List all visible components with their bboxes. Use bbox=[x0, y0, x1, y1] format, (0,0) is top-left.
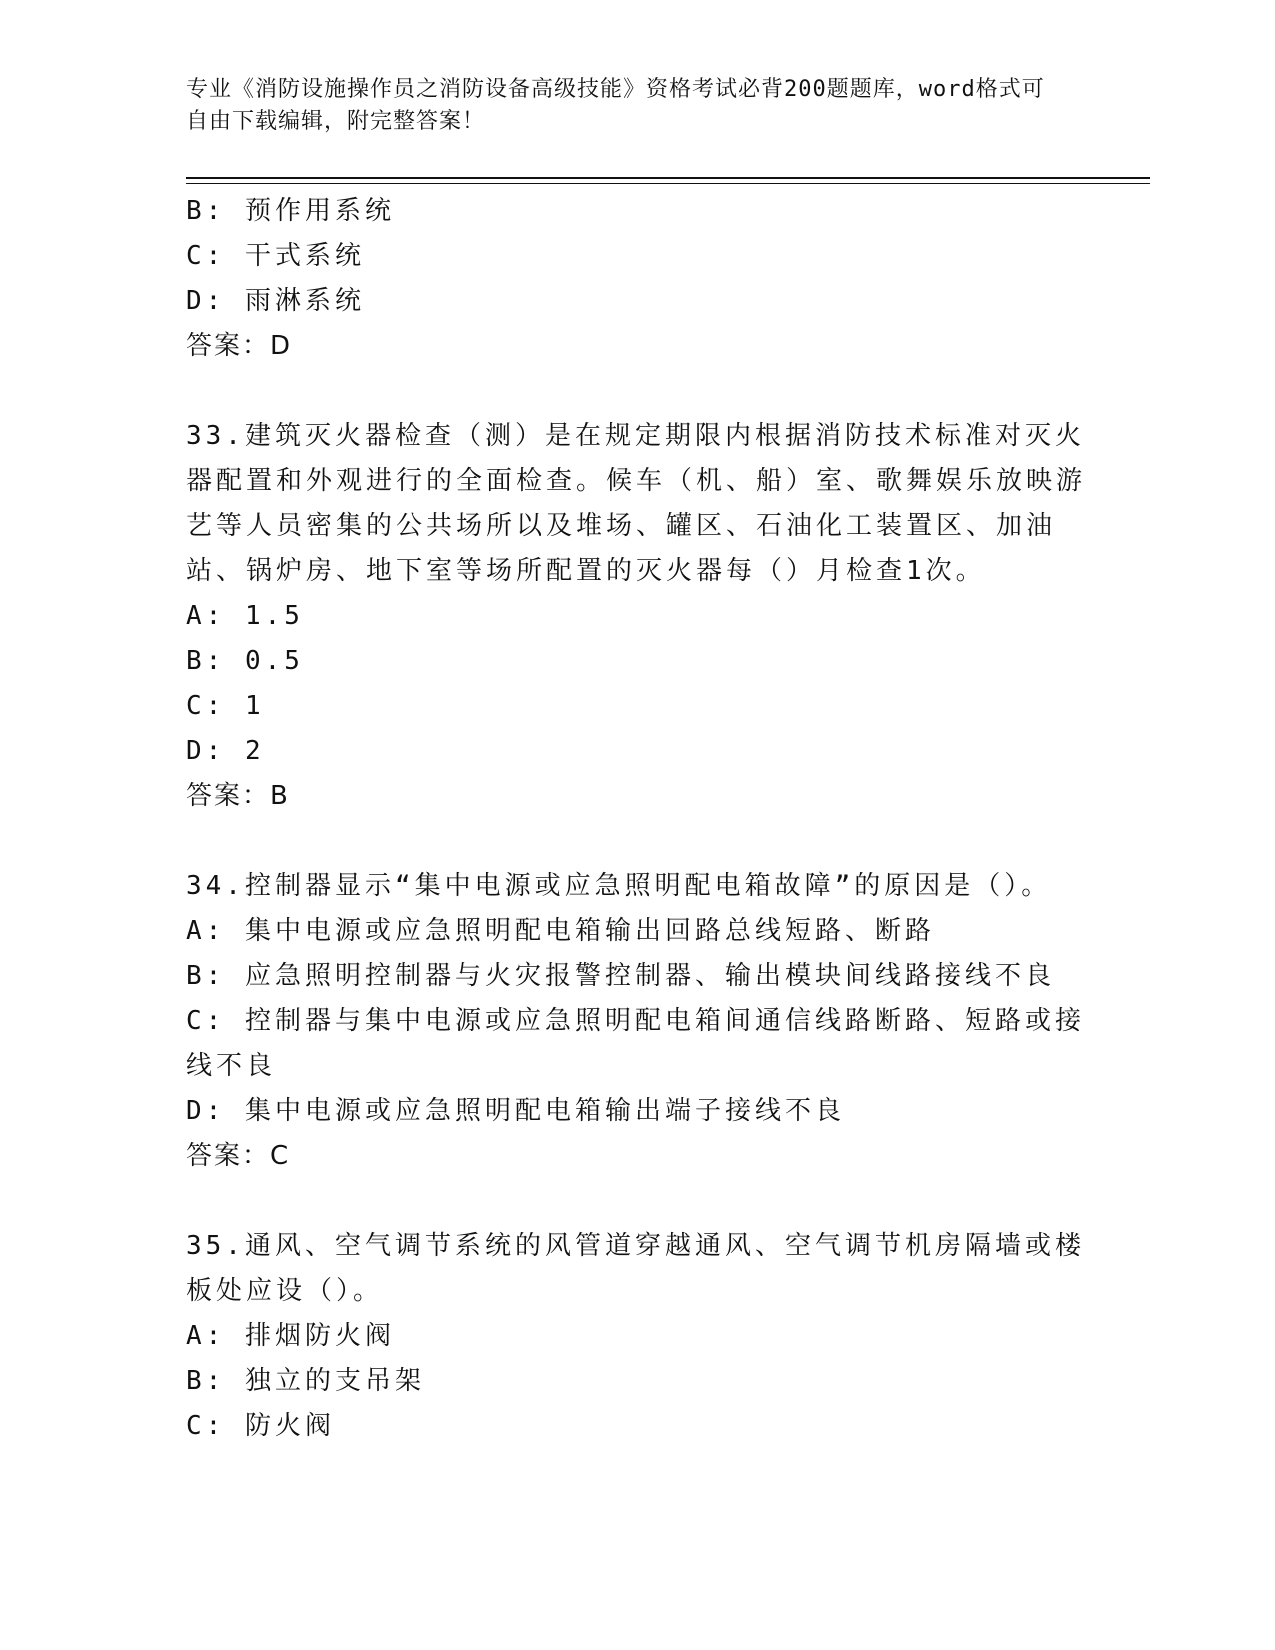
question-text: 35.通风、空气调节系统的风管道穿越通风、空气调节机房隔墙或楼板处应设（）。 bbox=[186, 1231, 1085, 1306]
option-c: C: 干式系统 bbox=[186, 241, 365, 271]
question-block-32 bbox=[186, 189, 1086, 369]
option-b: B: 0.5 bbox=[186, 646, 304, 676]
answer-line: 答案：C bbox=[186, 1141, 291, 1171]
option-d: D: 集中电源或应急照明配电箱输出端子接线不良 bbox=[186, 1096, 845, 1126]
page-header: 专业《消防设施操作员之消防设备高级技能》资格考试必背200题题库，word格式可自由下载编辑，附完整答案！ bbox=[186, 77, 1045, 134]
option-b: B: 预作用系统 bbox=[186, 196, 395, 226]
option-d: D: 雨淋系统 bbox=[186, 286, 365, 316]
question-text: 34.控制器显示“集中电源或应急照明配电箱故障”的原因是（）。 bbox=[186, 871, 1052, 901]
answer-line: 答案：D bbox=[186, 331, 293, 361]
option-b: B: 应急照明控制器与火灾报警控制器、输出模块间线路接线不良 bbox=[186, 961, 1055, 991]
option-a: A: 排烟防火阀 bbox=[186, 1321, 395, 1351]
header-rule-thin bbox=[186, 183, 1150, 184]
option-c: C: 1 bbox=[186, 691, 265, 721]
question-block-35 bbox=[186, 1224, 1086, 1449]
question-block-33 bbox=[186, 414, 1086, 819]
option-b: B: 独立的支吊架 bbox=[186, 1366, 425, 1396]
option-d: D: 2 bbox=[186, 736, 265, 766]
option-a: A: 1.5 bbox=[186, 601, 304, 631]
question-text: 33.建筑灭火器检查（测）是在规定期限内根据消防技术标准对灭火器配置和外观进行的全面检查。候车（机、船）室、歌舞娱乐放映游艺等人员密集的公共场所以及堆场、罐区、石油化工装置区、加油站、锅炉房、地下室等场所配置的灭火器每（）月检查1次。 bbox=[186, 421, 1087, 586]
header-rule-thick bbox=[186, 177, 1150, 179]
option-c: C: 防火阀 bbox=[186, 1411, 335, 1441]
answer-line: 答案：B bbox=[186, 781, 290, 811]
question-block-34 bbox=[186, 864, 1086, 1179]
option-a: A: 集中电源或应急照明配电箱输出回路总线短路、断路 bbox=[186, 916, 935, 946]
option-c: C: 控制器与集中电源或应急照明配电箱间通信线路断路、短路或接线不良 bbox=[186, 1006, 1085, 1081]
document-body bbox=[186, 189, 1086, 1449]
